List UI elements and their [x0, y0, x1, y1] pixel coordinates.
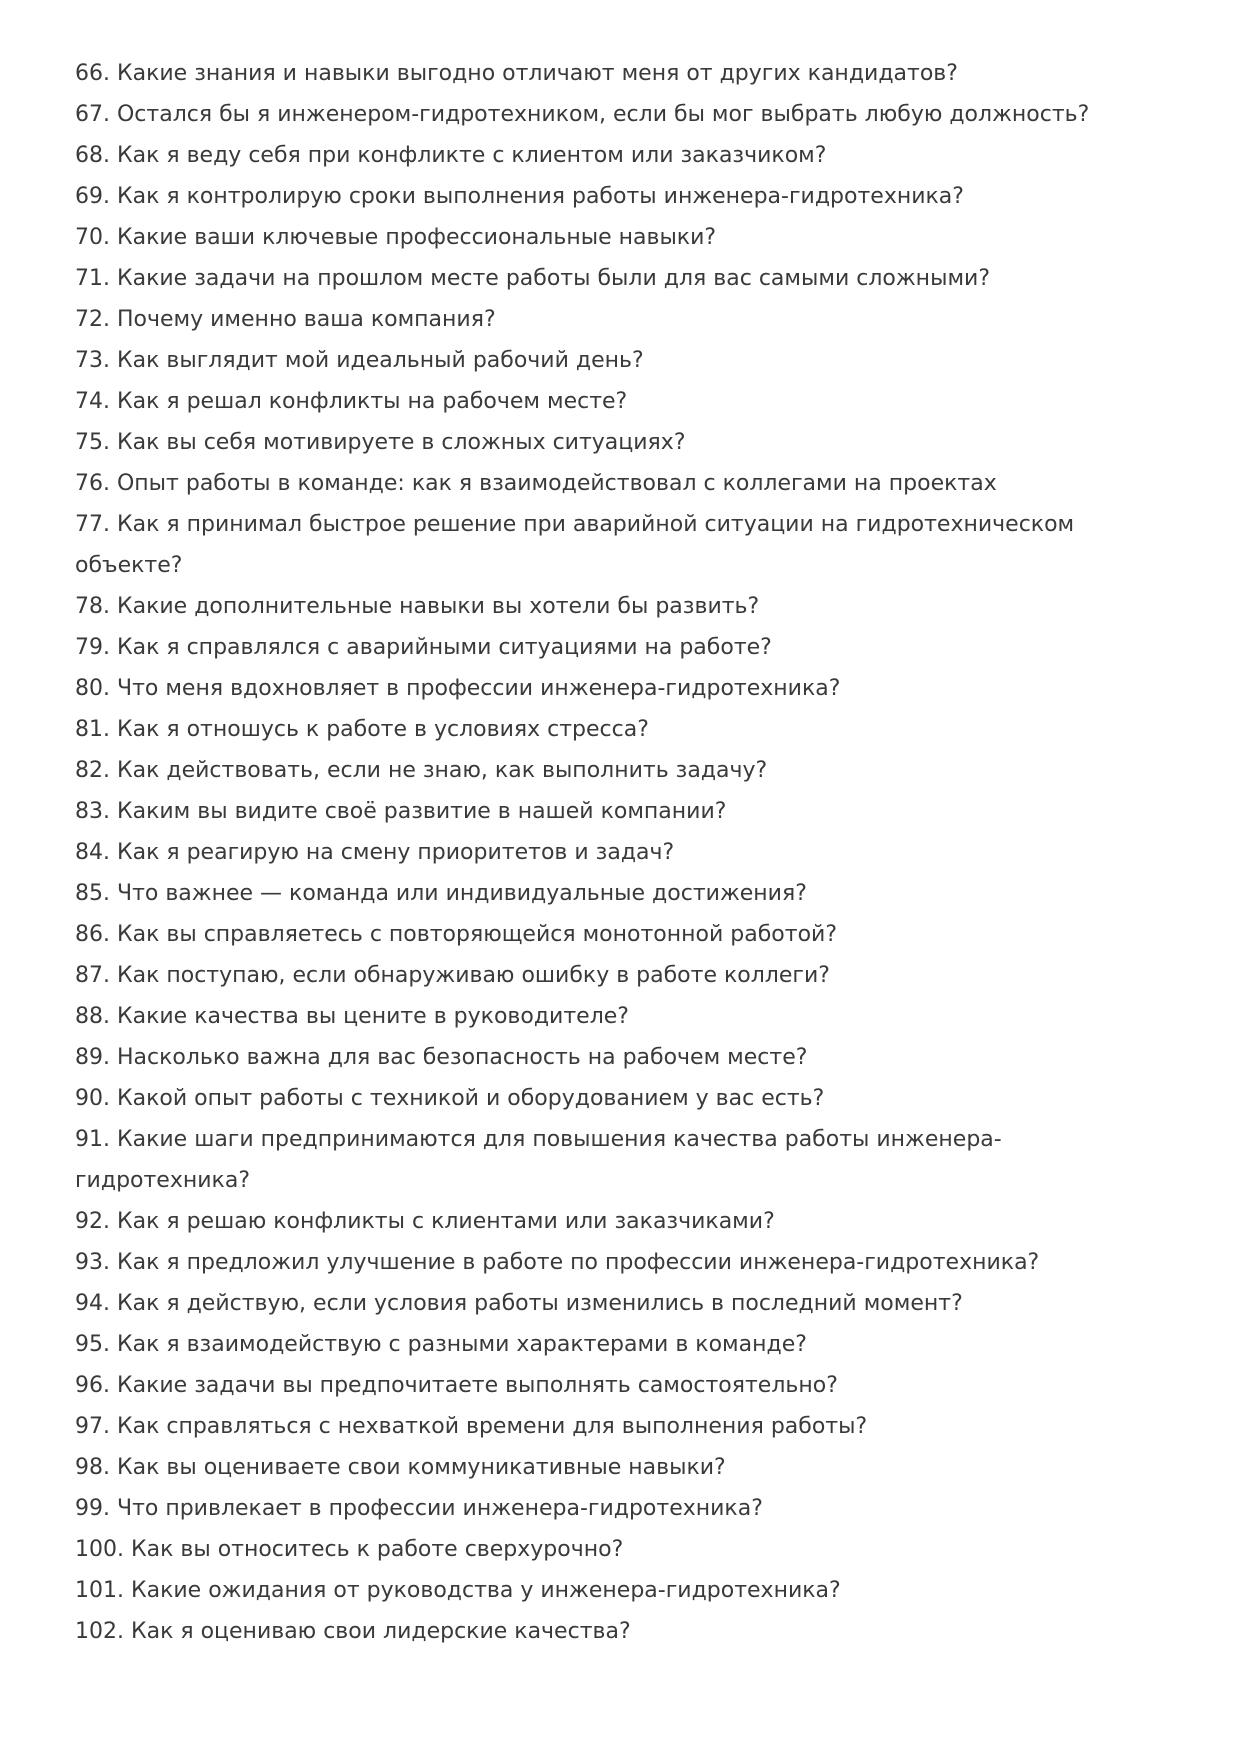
question-item: 100. Как вы относитесь к работе сверхурочно? [75, 1537, 624, 1562]
question-item: 94. Как я действую, если условия работы изменились в последний момент? [75, 1291, 963, 1316]
question-item: 82. Как действовать, если не знаю, как выполнить задачу? [75, 758, 768, 783]
question-item: 102. Как я оцениваю свои лидерские качества? [75, 1619, 631, 1644]
question-item: 89. Насколько важна для вас безопасность на рабочем месте? [75, 1045, 808, 1070]
question-item: 76. Опыт работы в команде: как я взаимодействовал с коллегами на проектах [75, 471, 997, 496]
question-item: 83. Каким вы видите своё развитие в нашей компании? [75, 799, 727, 824]
question-item: 99. Что привлекает в профессии инженера-гидротехника? [75, 1496, 763, 1521]
question-item: 81. Как я отношусь к работе в условиях стресса? [75, 717, 649, 742]
question-item: 85. Что важнее — команда или индивидуальные достижения? [75, 881, 807, 906]
question-item: 75. Как вы себя мотивируете в сложных ситуациях? [75, 430, 686, 455]
question-item: 73. Как выглядит мой идеальный рабочий день? [75, 348, 644, 373]
question-item: 101. Какие ожидания от руководства у инженера-гидротехника? [75, 1578, 841, 1603]
question-item: 96. Какие задачи вы предпочитаете выполнять самостоятельно? [75, 1373, 838, 1398]
question-item: 72. Почему именно ваша компания? [75, 307, 496, 332]
question-item: 79. Как я справлялся с аварийными ситуациями на работе? [75, 635, 772, 660]
question-item: 93. Как я предложил улучшение в работе по профессии инженера-гидротехника? [75, 1250, 1040, 1275]
question-item: 67. Остался бы я инженером-гидротехником, если бы мог выбрать любую должность? [75, 102, 1090, 127]
question-item: 68. Как я веду себя при конфликте с клиентом или заказчиком? [75, 143, 827, 168]
question-item: 88. Какие качества вы цените в руководителе? [75, 1004, 629, 1029]
question-item: 74. Как я решал конфликты на рабочем месте? [75, 389, 628, 414]
question-item: 98. Как вы оцениваете свои коммуникативные навыки? [75, 1455, 726, 1480]
question-item: 97. Как справляться с нехваткой времени для выполнения работы? [75, 1414, 868, 1439]
question-item: 77. Как я принимал быстрое решение при аварийной ситуации на гидротехническом объекте? [75, 512, 1075, 578]
question-item: 84. Как я реагирую на смену приоритетов и задач? [75, 840, 675, 865]
question-item: 70. Какие ваши ключевые профессиональные навыки? [75, 225, 717, 250]
question-item: 86. Как вы справляетесь с повторяющейся монотонной работой? [75, 922, 838, 947]
question-item: 71. Какие задачи на прошлом месте работы были для вас самыми сложными? [75, 266, 991, 291]
question-item: 66. Какие знания и навыки выгодно отличают меня от других кандидатов? [75, 61, 958, 86]
question-item: 69. Как я контролирую сроки выполнения работы инженера-гидротехника? [75, 184, 964, 209]
question-list [75, 53, 1105, 1652]
question-item: 92. Как я решаю конфликты с клиентами или заказчиками? [75, 1209, 775, 1234]
question-item: 90. Какой опыт работы с техникой и оборудованием у вас есть? [75, 1086, 825, 1111]
question-item: 78. Какие дополнительные навыки вы хотели бы развить? [75, 594, 760, 619]
question-item: 87. Как поступаю, если обнаруживаю ошибку в работе коллеги? [75, 963, 830, 988]
question-item: 80. Что меня вдохновляет в профессии инженера-гидротехника? [75, 676, 841, 701]
question-item: 95. Как я взаимодействую с разными характерами в команде? [75, 1332, 807, 1357]
question-item: 91. Какие шаги предпринимаются для повышения качества работы инженера-гидротехника? [75, 1127, 1002, 1193]
